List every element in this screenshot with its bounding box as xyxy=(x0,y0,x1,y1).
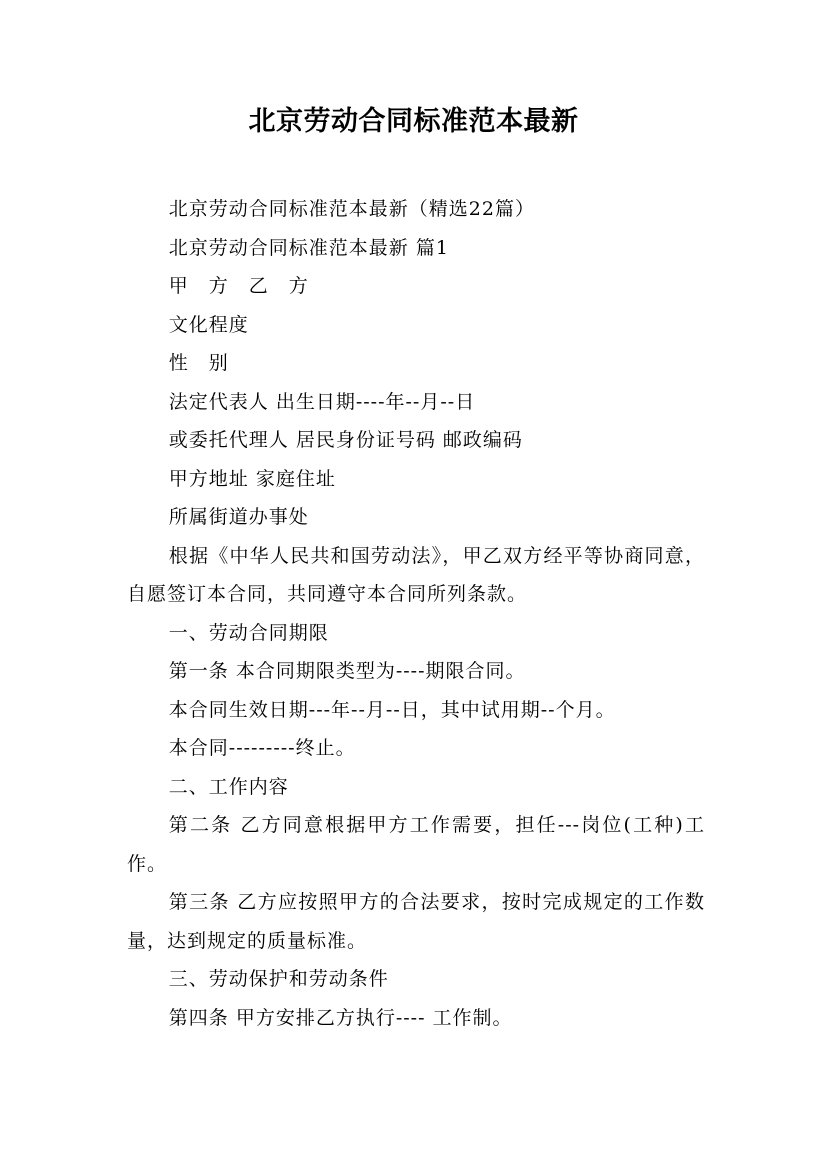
paragraph: 法定代表人 出生日期----年--月--日 xyxy=(168,390,476,413)
paragraph: 第四条 甲方安排乙方执行---- 工作制。 xyxy=(168,1006,513,1029)
paragraph: 或委托代理人 居民身份证号码 邮政编码 xyxy=(168,429,523,451)
paragraph: 北京劳动合同标准范本最新（精选22篇） xyxy=(168,198,535,220)
paragraph: 第三条 乙方应按照甲方的合法要求，按时完成规定的工作数量，达到规定的质量标准。 xyxy=(127,891,705,952)
section-heading: 三、劳动保护和劳动条件 xyxy=(168,968,389,990)
paragraph: 所属街道办事处 xyxy=(168,506,309,528)
section-heading: 一、劳动合同期限 xyxy=(168,621,329,644)
paragraph: 性 别 xyxy=(168,352,229,374)
document-title: 北京劳动合同标准范本最新 xyxy=(248,106,579,137)
paragraph: 文化程度 xyxy=(168,313,249,336)
section-heading: 二、工作内容 xyxy=(168,775,289,798)
paragraph: 第一条 本合同期限类型为----期限合同。 xyxy=(168,660,526,682)
paragraph: 甲 方 乙 方 xyxy=(168,275,309,297)
document-body xyxy=(127,190,705,1037)
paragraph: 第二条 乙方同意根据甲方工作需要，担任---岗位(工种)工作。 xyxy=(127,814,705,875)
paragraph: 本合同---------终止。 xyxy=(168,737,356,759)
paragraph: 根据《中华人民共和国劳动法》，甲乙双方经平等协商同意，自愿签订本合同，共同遵守本合同所列条款。 xyxy=(127,544,705,605)
paragraph: 北京劳动合同标准范本最新 篇1 xyxy=(168,236,449,259)
paragraph: 甲方地址 家庭住址 xyxy=(168,467,336,490)
paragraph: 本合同生效日期---年--月--日，其中试用期--个月。 xyxy=(168,698,616,721)
